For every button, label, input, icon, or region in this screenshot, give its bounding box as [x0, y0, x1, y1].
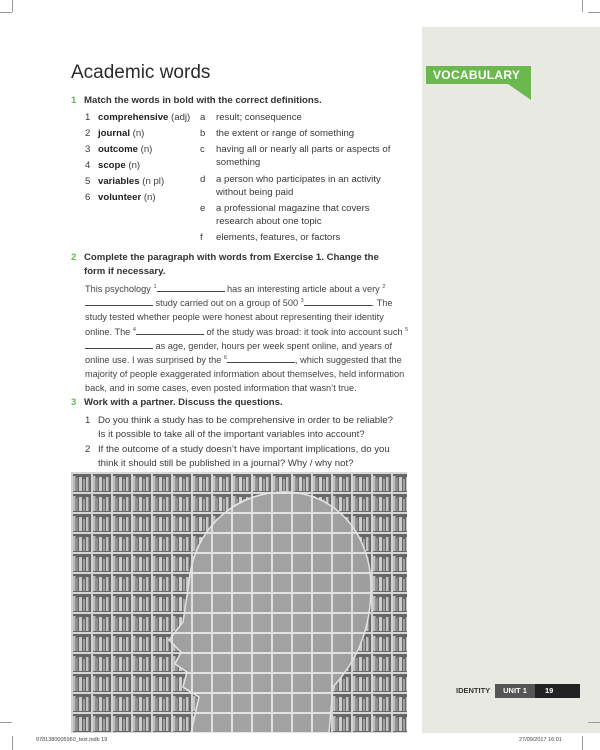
- vocabulary-tab-tail: [508, 84, 531, 100]
- question-number: 1: [85, 415, 91, 426]
- exercise-1-heading: [71, 94, 411, 108]
- answer-blank[interactable]: [85, 296, 153, 306]
- crop-mark: [0, 12, 12, 13]
- discussion-question: [85, 414, 415, 441]
- paragraph-text: has an interesting article about a very: [224, 284, 383, 294]
- paragraph-text: as age, gender, hours per week spent online, and years of online use. I was surprised by the: [85, 340, 393, 366]
- exercise-instruction: Work with a partner. Discuss the questions.: [84, 397, 283, 408]
- definition-letter: a: [200, 112, 206, 123]
- exercise-number: 2: [71, 252, 77, 263]
- word-item: [85, 160, 140, 171]
- definition-text: elements, features, or factors: [216, 232, 341, 243]
- paragraph-text: of the study was broad: it took into account such: [203, 326, 406, 337]
- crop-mark: [582, 0, 583, 12]
- word-bold: variables: [98, 176, 140, 187]
- word-item: [85, 128, 144, 139]
- sidebar-panel: [422, 27, 600, 733]
- definition-letter: f: [200, 232, 203, 243]
- question-text: If the outcome of a study doesn’t have important implications, do you think it should still be published in a journal? Why / why not?: [98, 444, 390, 469]
- page-number: 19: [535, 684, 580, 698]
- word-number: 2: [85, 128, 91, 139]
- definition-text: result; consequence: [216, 112, 302, 123]
- definition-letter: e: [200, 203, 206, 214]
- definition-letter: c: [200, 144, 205, 155]
- word-number: 4: [85, 160, 91, 171]
- word-item: [85, 192, 156, 203]
- answer-blank[interactable]: [304, 296, 372, 306]
- word-item: [85, 144, 152, 155]
- word-item: [85, 112, 190, 123]
- blank-number: 5: [405, 326, 409, 333]
- paragraph-text: This psychology: [85, 284, 154, 294]
- crop-mark: [588, 12, 600, 13]
- paragraph-text: , which suggested that the majority of people exaggerated information about themselves, held information back, and in some cases, even posted information that wasn’t true.: [85, 355, 405, 394]
- word-bold: scope: [98, 160, 126, 171]
- word-pos: (n): [137, 144, 153, 155]
- print-slug-file: 9781380005960_text.indb 19: [36, 737, 108, 743]
- blank-number: 1: [153, 283, 157, 290]
- definition-letter: b: [200, 128, 206, 139]
- discussion-question: [85, 443, 415, 470]
- paragraph-text: study carried out on a group of 500: [153, 298, 301, 309]
- exercise-3-heading: [71, 396, 401, 410]
- crop-mark: [0, 722, 12, 723]
- word-item: [85, 176, 164, 187]
- blank-number: 6: [223, 354, 227, 361]
- blank-number: 2: [382, 283, 386, 290]
- exercise-number: 1: [71, 95, 77, 106]
- word-pos: (n pl): [139, 176, 165, 187]
- vocabulary-tab-label: VOCABULARY: [433, 68, 521, 82]
- exercise-2-heading: [71, 251, 391, 278]
- word-number: 1: [85, 112, 91, 123]
- word-bold: volunteer: [98, 192, 142, 203]
- exercise-instruction: Complete the paragraph with words from Exercise 1. Change the form if necessary.: [84, 252, 379, 277]
- crop-mark: [12, 736, 13, 750]
- definition-text: the extent or range of something: [216, 128, 355, 139]
- footer-section: IDENTITY: [456, 686, 491, 695]
- exercise-instruction: Match the words in bold with the correct definitions.: [84, 95, 322, 106]
- word-number: 5: [85, 176, 91, 187]
- word-pos: (adj): [168, 112, 191, 123]
- word-pos: (n): [125, 160, 141, 171]
- word-number: 3: [85, 144, 91, 155]
- word-number: 6: [85, 192, 91, 203]
- definition-item: [200, 144, 410, 169]
- answer-blank[interactable]: [85, 339, 153, 349]
- word-bold: outcome: [98, 144, 138, 155]
- definition-text: having all or nearly all parts or aspects of something: [216, 144, 391, 168]
- blank-number: 4: [132, 326, 136, 333]
- fill-in-paragraph: [85, 282, 410, 396]
- page-title: Academic words: [71, 62, 211, 83]
- word-bold: comprehensive: [98, 112, 169, 123]
- crop-mark: [12, 0, 13, 12]
- blank-number: 3: [300, 298, 304, 305]
- definition-item: [200, 128, 410, 141]
- page-footer: [422, 684, 580, 698]
- question-text: Do you think a study has to be comprehensive in order to be reliable? Is it possible to take all of the important variables into account?: [98, 415, 393, 440]
- word-pos: (n): [129, 128, 145, 139]
- paragraph-text: . The study tested whether people were honest about representing their identity online. The: [85, 298, 393, 337]
- answer-blank[interactable]: [136, 325, 204, 335]
- exercise-number: 3: [71, 397, 77, 408]
- vocabulary-tab: [426, 66, 531, 84]
- answer-blank[interactable]: [157, 282, 225, 292]
- definition-item: [200, 112, 410, 125]
- definition-text: a professional magazine that covers research about one topic: [216, 203, 370, 227]
- word-pos: (n): [141, 192, 156, 203]
- definition-letter: d: [200, 174, 206, 185]
- definition-text: a person who participates in an activity without being paid: [216, 174, 381, 198]
- word-bold: journal: [98, 128, 130, 139]
- footer-unit: UNIT 1: [495, 684, 535, 698]
- answer-blank[interactable]: [227, 353, 295, 363]
- print-slug-date: 27/09/2017 16:01: [519, 737, 562, 743]
- crop-mark: [582, 736, 583, 750]
- definition-item: [200, 174, 410, 199]
- definition-item: [200, 203, 410, 228]
- crop-mark: [588, 722, 600, 723]
- bookshelf-head-photo: [71, 472, 407, 733]
- question-number: 2: [85, 444, 91, 455]
- definition-item: [200, 232, 410, 245]
